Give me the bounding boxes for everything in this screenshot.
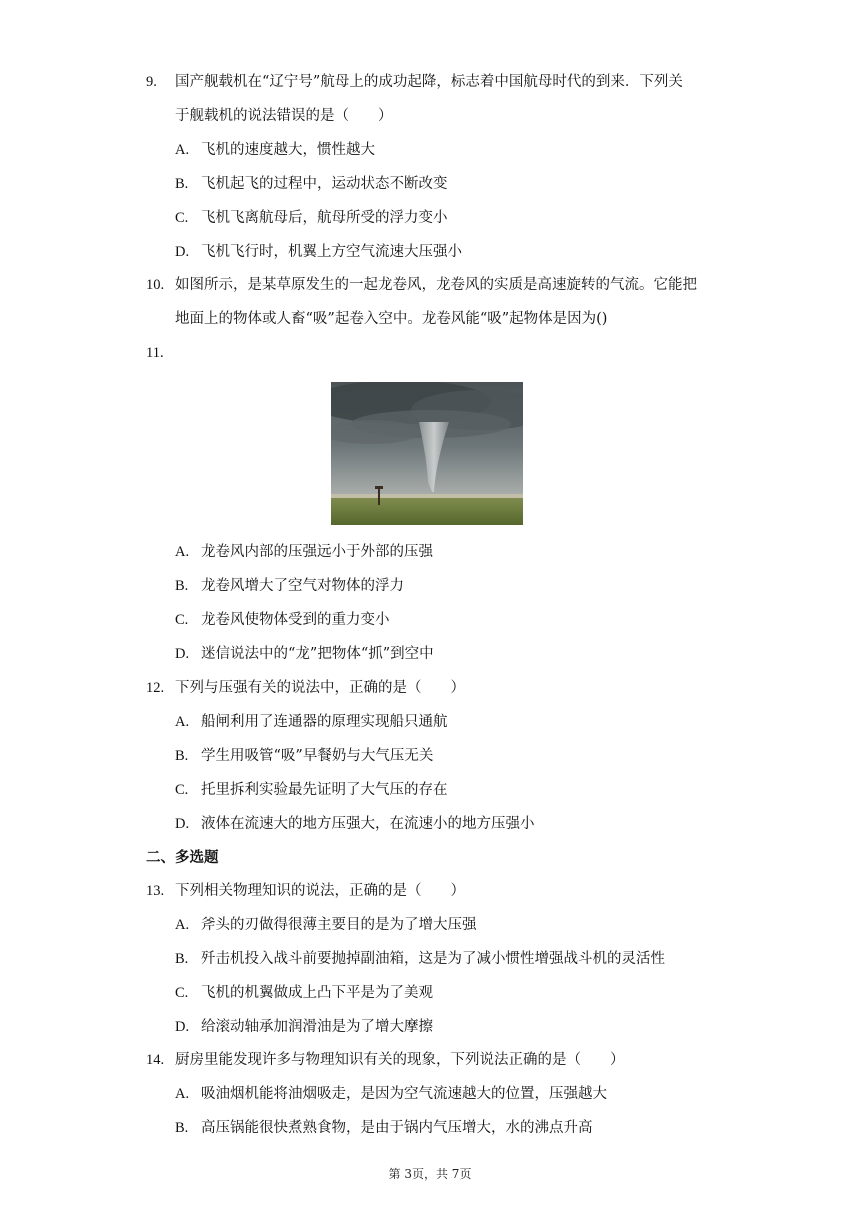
option-letter: A.: [175, 544, 190, 560]
option: [175, 746, 433, 766]
question-stem: 下列与压强有关的说法中，正确的是（ ）: [175, 680, 465, 696]
option: [175, 814, 535, 834]
question-stem: 如图所示，是某草原发生的一起龙卷风，龙卷风的实质是高速旋转的气流。它能把: [175, 277, 697, 293]
option: [175, 242, 462, 262]
option: [175, 644, 434, 664]
option: [175, 983, 433, 1003]
option-text: 迷信说法中的“龙”把物体“抓”到空中: [201, 646, 434, 662]
option: [175, 1084, 607, 1104]
option: [175, 576, 404, 596]
option: [175, 780, 448, 800]
option-letter: A.: [175, 714, 190, 730]
question-number: 10.: [146, 277, 165, 293]
option-text: 给滚动轴承加润滑油是为了增大摩擦: [201, 1019, 433, 1035]
option-text: 斧头的刃做得很薄主要目的是为了增大压强: [201, 917, 477, 933]
option-text: 托里拆利实验最先证明了大气压的存在: [201, 782, 448, 798]
option-text: 吸油烟机能将油烟吸走，是因为空气流速越大的位置，压强越大: [201, 1086, 607, 1102]
option-text: 飞机起飞的过程中，运动状态不断改变: [201, 176, 448, 192]
option: [175, 949, 665, 969]
option-letter: A.: [175, 142, 190, 158]
option: [175, 712, 448, 732]
question-number: 12.: [146, 680, 165, 696]
question-number: 13.: [146, 883, 165, 899]
option-text: 学生用吸管“吸”早餐奶与大气压无关: [201, 748, 434, 764]
question-stem: 下列相关物理知识的说法，正确的是（ ）: [175, 883, 465, 899]
option-letter: A.: [175, 917, 190, 933]
option-text: 飞机的速度越大，惯性越大: [201, 142, 375, 158]
option-letter: D.: [175, 646, 190, 662]
option-text: 龙卷风使物体受到的重力变小: [201, 612, 390, 628]
question-stem: 于舰载机的说法错误的是（ ）: [175, 108, 393, 124]
question-stem: 国产舰载机在“辽宁号”航母上的成功起降，标志着中国航母时代的到来．下列关: [175, 74, 683, 90]
question-number: 9.: [146, 74, 157, 90]
option-letter: D.: [175, 1019, 190, 1035]
option-letter: C.: [175, 210, 189, 226]
option-text: 飞机的机翼做成上凸下平是为了美观: [201, 985, 433, 1001]
option-letter: D.: [175, 816, 190, 832]
option-letter: B.: [175, 176, 189, 192]
option: [175, 174, 448, 194]
option-letter: B.: [175, 748, 189, 764]
option-letter: C.: [175, 612, 189, 628]
option: [175, 610, 390, 630]
section-heading: 二、多选题: [146, 849, 219, 866]
question-stem: 厨房里能发现许多与物理知识有关的现象，下列说法正确的是（ ）: [175, 1052, 625, 1068]
option-letter: B.: [175, 1120, 189, 1136]
option-letter: B.: [175, 951, 189, 967]
option-letter: C.: [175, 985, 189, 1001]
tornado-photo: [331, 382, 523, 525]
option-text: 飞机飞行时，机翼上方空气流速大压强小: [201, 244, 462, 260]
option-letter: A.: [175, 1086, 190, 1102]
page-footer: 第 3页，共 7页: [388, 1167, 472, 1181]
option: [175, 140, 375, 160]
option-text: 龙卷风内部的压强远小于外部的压强: [201, 544, 433, 560]
option-letter: D.: [175, 244, 190, 260]
question-stem: 地面上的物体或人畜“吸”起卷入空中。龙卷风能“吸”起物体是因为(): [175, 311, 608, 327]
option-letter: C.: [175, 782, 189, 798]
option: [175, 208, 448, 228]
option-text: 高压锅能很快煮熟食物，是由于锅内气压增大，水的沸点升高: [201, 1120, 593, 1136]
option-text: 液体在流速大的地方压强大，在流速小的地方压强小: [201, 816, 535, 832]
option-text: 龙卷风增大了空气对物体的浮力: [201, 578, 404, 594]
option-text: 歼击机投入战斗前要抛掉副油箱，这是为了减小惯性增强战斗机的灵活性: [201, 951, 665, 967]
option: [175, 1017, 433, 1037]
option: [175, 542, 433, 562]
option: [175, 915, 477, 935]
option: [175, 1118, 593, 1138]
option-text: 船闸利用了连通器的原理实现船只通航: [201, 714, 448, 730]
question-number: 14.: [146, 1052, 165, 1068]
option-text: 飞机飞离航母后，航母所受的浮力变小: [201, 210, 448, 226]
option-letter: B.: [175, 578, 189, 594]
question-number: 11.: [146, 345, 164, 361]
